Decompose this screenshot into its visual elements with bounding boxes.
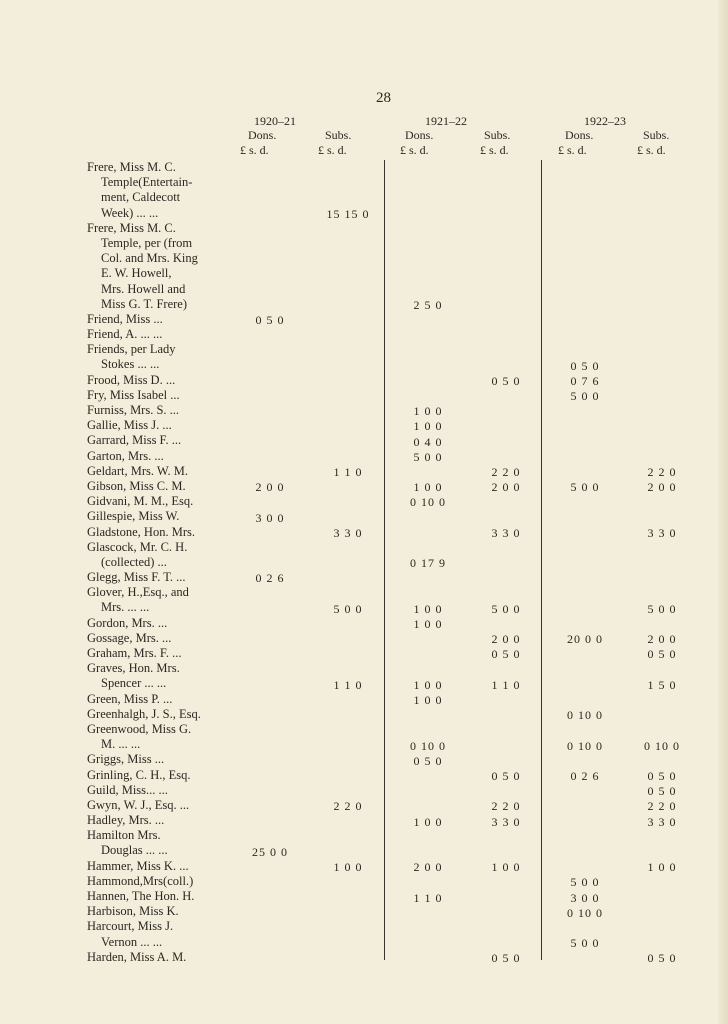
column-rule-1 (384, 160, 385, 960)
amount-cell: 1 0 0 (647, 860, 677, 875)
unit-label-2: £ s. d. (318, 143, 347, 157)
entry-line: Gordon, Mrs. ... (87, 615, 168, 630)
amount-cell: 5 0 0 (570, 936, 600, 951)
entry-line: Gladstone, Hon. Mrs. (87, 524, 195, 539)
amount-cell: 0 4 0 (413, 434, 443, 449)
amount-cell: 1 0 0 (413, 419, 443, 434)
amount-cell: 0 7 6 (570, 373, 600, 388)
col-label-dons-1: Dons. (248, 128, 277, 142)
entry-line: E. W. Howell, (101, 266, 172, 281)
amount-cell: 5 0 0 (570, 389, 600, 403)
amount-cell: 2 2 0 (491, 465, 521, 479)
amount-cell: 5 0 0 (491, 601, 521, 616)
amount-cell: 2 0 0 (255, 480, 285, 495)
entry-line: Miss G. T. Frere) (101, 296, 187, 311)
col-label-dons-3: Dons. (565, 128, 594, 142)
entry-line: Gibson, Miss C. M. (87, 478, 186, 493)
unit-label-3: £ s. d. (400, 143, 429, 157)
entry-line: Gossage, Mrs. ... (87, 630, 172, 645)
entry-line: Hadley, Mrs. ... (87, 813, 165, 828)
amount-cell: 3 0 0 (570, 890, 600, 905)
entry-line: Mrs. ... ... (101, 600, 150, 615)
amount-cell: 5 0 0 (570, 875, 600, 890)
amount-cell: 1 0 0 (413, 480, 443, 495)
entry-line: Frere, Miss M. C. (87, 220, 176, 235)
amount-cell: 0 5 0 (647, 769, 677, 783)
entry-line: Guild, Miss... ... (87, 782, 168, 797)
amount-cell: 0 10 0 (410, 738, 446, 753)
unit-label-1: £ s. d. (240, 143, 269, 157)
amount-cell: 20 0 0 (567, 632, 603, 647)
amount-cell: 0 10 0 (567, 738, 603, 753)
amount-cell: 1 5 0 (647, 677, 677, 692)
amount-cell: 3 3 0 (647, 525, 677, 540)
amount-cell: 2 2 0 (491, 799, 521, 814)
amount-cell: 0 10 0 (644, 738, 680, 753)
entry-line: Graham, Mrs. F. ... (87, 646, 182, 660)
amount-cell: 0 5 0 (491, 373, 521, 388)
unit-label-4: £ s. d. (480, 143, 509, 157)
amount-cell: 2 2 0 (647, 799, 677, 814)
entry-line: Geldart, Mrs. W. M. (87, 463, 189, 478)
amount-cell: 3 0 0 (255, 510, 285, 525)
amount-cell: 0 2 6 (570, 769, 600, 783)
entry-line: Greenwood, Miss G. (87, 721, 192, 736)
entry-line: Vernon ... ... (101, 934, 163, 949)
entry-line: Fry, Miss Isabel ... (87, 387, 180, 402)
amount-cell: 2 0 0 (491, 632, 521, 647)
amount-cell: 0 5 0 (255, 313, 285, 327)
amount-cell: 5 0 0 (413, 449, 443, 464)
col-label-dons-2: Dons. (405, 128, 434, 142)
amount-cell: 0 5 0 (570, 358, 600, 373)
entry-line: Friend, A. ... ... (87, 327, 163, 342)
amount-cell: 1 0 0 (413, 601, 443, 616)
entry-line: Week) ... ... (101, 205, 159, 220)
entry-line: Glascock, Mr. C. H. (87, 539, 188, 554)
amount-cell: 2 2 0 (333, 799, 363, 814)
entry-line: ment, Caldecott (101, 190, 181, 205)
entry-line: Glover, H.,Esq., and (87, 585, 189, 600)
entry-line: (collected) ... (101, 554, 167, 569)
entry-line: Green, Miss P. ... (87, 691, 173, 706)
amount-cell: 0 10 0 (410, 495, 446, 510)
amount-cell: 1 1 0 (491, 677, 521, 692)
entry-line: Frere, Miss M. C. (87, 160, 176, 174)
amount-cell: 0 10 0 (567, 905, 603, 920)
entry-line: Temple, per (from (101, 235, 193, 250)
entry-line: Harden, Miss A. M. (87, 949, 187, 964)
amount-cell: 1 0 0 (413, 404, 443, 419)
amount-cell: 3 3 0 (647, 814, 677, 829)
amount-cell: 25 0 0 (252, 845, 288, 859)
entry-line: Harbison, Miss K. (87, 904, 179, 919)
entry-line: Spencer ... ... (101, 676, 167, 691)
col-label-subs-1: Subs. (325, 128, 352, 142)
amount-cell: 0 5 0 (647, 951, 677, 966)
amount-cell: 2 0 0 (647, 632, 677, 647)
col-label-subs-2: Subs. (484, 128, 511, 142)
year-header-1921-22: 1921–22 (425, 114, 467, 128)
amount-cell: 0 5 0 (413, 753, 443, 768)
amount-cell: 1 0 0 (413, 677, 443, 692)
amount-cell: 5 0 0 (647, 601, 677, 616)
col-label-subs-3: Subs. (643, 128, 670, 142)
amount-cell: 0 5 0 (647, 647, 677, 662)
entry-line: Gwyn, W. J., Esq. ... (87, 797, 190, 812)
entry-line: Greenhalgh, J. S., Esq. (87, 706, 201, 721)
entry-line: M. ... ... (101, 737, 141, 752)
entry-line: Friends, per Lady (87, 342, 176, 357)
entry-line: Douglas ... ... (101, 843, 168, 858)
amount-cell: 5 0 0 (570, 480, 600, 495)
year-header-1920-21: 1920–21 (254, 114, 296, 128)
entry-line: Garton, Mrs. ... (87, 448, 164, 463)
entry-line: Temple(Entertain- (101, 175, 193, 190)
amount-cell: 2 0 0 (413, 860, 443, 875)
entry-line: Friend, Miss ... (87, 311, 163, 326)
entry-line: Col. and Mrs. King (101, 251, 198, 266)
unit-label-6: £ s. d. (637, 143, 666, 157)
amount-cell: 2 5 0 (413, 297, 443, 312)
entry-line: Glegg, Miss F. T. ... (87, 570, 186, 585)
amount-cell: 2 2 0 (647, 465, 677, 479)
entry-line: Griggs, Miss ... (87, 752, 165, 767)
entry-line: Hammer, Miss K. ... (87, 858, 189, 873)
unit-label-5: £ s. d. (558, 143, 587, 157)
entry-line: Furniss, Mrs. S. ... (87, 403, 180, 417)
amount-cell: 1 1 0 (333, 465, 363, 479)
amount-cell: 0 10 0 (567, 708, 603, 723)
page-edge-shadow (718, 0, 728, 1024)
amount-cell: 1 0 0 (491, 860, 521, 875)
entry-line: Grinling, C. H., Esq. (87, 767, 191, 782)
entry-line: Gidvani, M. M., Esq. (87, 494, 194, 509)
amount-cell: 1 1 0 (333, 677, 363, 692)
amount-cell: 0 5 0 (491, 769, 521, 783)
entry-line: Frood, Miss D. ... (87, 372, 176, 387)
amount-cell: 3 3 0 (491, 814, 521, 829)
amount-cell: 1 1 0 (413, 890, 443, 905)
amount-cell: 3 3 0 (491, 525, 521, 540)
amount-cell: 2 0 0 (647, 480, 677, 495)
amount-cell: 0 5 0 (647, 784, 677, 799)
column-rule-2 (541, 160, 542, 960)
amount-cell: 1 0 0 (413, 693, 443, 707)
amount-cell: 1 0 0 (413, 814, 443, 829)
entry-line: Hamilton Mrs. (87, 828, 161, 843)
entry-line: Harcourt, Miss J. (87, 919, 174, 934)
entry-line: Gallie, Miss J. ... (87, 418, 172, 433)
entry-line: Mrs. Howell and (101, 281, 186, 296)
amount-cell: 15 15 0 (326, 206, 370, 221)
amount-cell: 5 0 0 (333, 601, 363, 616)
amount-cell: 0 5 0 (491, 951, 521, 966)
entry-line: Graves, Hon. Mrs. (87, 661, 180, 676)
amount-cell: 1 0 0 (413, 617, 443, 631)
entry-line: Hannen, The Hon. H. (87, 889, 195, 903)
amount-cell: 0 5 0 (491, 647, 521, 662)
amount-cell: 0 2 6 (255, 571, 285, 586)
amount-cell: 3 3 0 (333, 525, 363, 540)
amount-cell: 1 0 0 (333, 860, 363, 875)
entry-line: Stokes ... ... (101, 357, 160, 372)
entry-line: Hammond,Mrs(coll.) (87, 873, 194, 888)
page-number: 28 (376, 90, 391, 106)
entry-line: Garrard, Miss F. ... (87, 433, 182, 448)
year-header-1922-23: 1922–23 (584, 114, 626, 128)
amount-cell: 0 17 9 (410, 556, 446, 571)
entry-line: Gillespie, Miss W. (87, 509, 180, 524)
amount-cell: 2 0 0 (491, 480, 521, 495)
names-column (87, 160, 201, 965)
